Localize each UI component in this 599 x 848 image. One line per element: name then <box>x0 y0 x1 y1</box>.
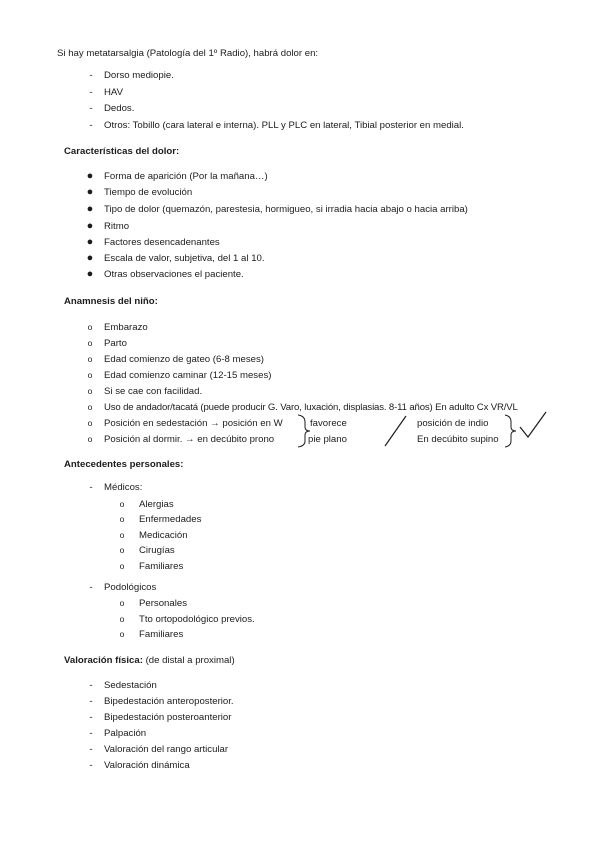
dash-marker: - <box>89 696 93 707</box>
medicos-item: Alergias <box>139 499 174 510</box>
annotation-posicion-indio: posición de indio <box>417 418 489 429</box>
dolor-item: Escala de valor, subjetiva, del 1 al 10. <box>104 253 265 264</box>
checkmark-icon <box>518 410 548 440</box>
bullet-marker: ● <box>86 203 94 215</box>
nino-item: Parto <box>104 338 127 349</box>
bullet-marker: ● <box>86 236 94 248</box>
nino-item: Edad comienzo caminar (12-15 meses) <box>104 370 272 381</box>
dash-marker: - <box>89 70 93 81</box>
circle-marker: o <box>119 561 125 571</box>
circle-marker: o <box>87 418 93 428</box>
podologicos-item: Personales <box>139 598 187 609</box>
dash-marker: - <box>89 120 93 131</box>
section-heading-antecedentes: Antecedentes personales: <box>64 459 184 470</box>
podologicos-item: Tto ortopodológico previos. <box>139 614 255 625</box>
dash-marker: - <box>89 680 93 691</box>
dash-marker: - <box>89 760 93 771</box>
nino-item: Uso de andador/tacatá (puede producir G. Varo, luxación, displasias. 8-11 años) En adulto Cx VR/VL <box>104 402 518 413</box>
valoracion-item: Bipedestación anteroposterior. <box>104 696 234 707</box>
section-heading-dolor: Características del dolor: <box>64 146 180 157</box>
nino-item: Edad comienzo de gateo (6-8 meses) <box>104 354 264 365</box>
dash-marker: - <box>89 582 93 593</box>
circle-marker: o <box>119 629 125 639</box>
section-heading-valoracion-row <box>64 653 235 669</box>
bullet-marker: ● <box>86 186 94 198</box>
circle-marker: o <box>119 530 125 540</box>
valoracion-item: Valoración del rango articular <box>104 744 229 755</box>
annotation-favorece: favorece <box>310 418 347 429</box>
circle-marker: o <box>87 338 93 348</box>
bullet-marker: ● <box>86 268 94 280</box>
circle-marker: o <box>87 370 93 380</box>
annotation-pie-plano: pie plano <box>308 434 347 445</box>
dolor-item: Tiempo de evolución <box>104 187 193 198</box>
dolor-item: Forma de aparición (Por la mañana…) <box>104 171 268 182</box>
dash-marker: - <box>89 103 93 114</box>
intro-item: HAV <box>104 87 124 98</box>
valoracion-heading-note: (de distal a proximal) <box>145 655 235 666</box>
circle-marker: o <box>119 499 125 509</box>
intro-item: Dorso mediopie. <box>104 70 174 81</box>
intro-text: Si hay metatarsalgia (Patología del 1º Radio), habrá dolor en: <box>57 48 319 59</box>
intro-item: Dedos. <box>104 103 135 114</box>
circle-marker: o <box>87 386 93 396</box>
bullet-marker: ● <box>86 220 94 232</box>
slash-mark-icon <box>382 414 410 448</box>
circle-marker: o <box>119 545 125 555</box>
dolor-item: Otras observaciones el paciente. <box>104 269 244 280</box>
nino-item: Posición al dormir. → en decúbito prono <box>104 434 275 445</box>
intro-item: Otros: Tobillo (cara lateral e interna). PLL y PLC en lateral, Tibial posterior en medial. <box>104 120 464 131</box>
bullet-marker: ● <box>86 252 94 264</box>
dash-marker: - <box>89 87 93 98</box>
dash-marker: - <box>89 712 93 723</box>
section-heading-nino: Anamnesis del niño: <box>64 296 158 307</box>
circle-marker: o <box>87 434 93 444</box>
medicos-item: Familiares <box>139 561 184 572</box>
nino-item: Embarazo <box>104 322 148 333</box>
valoracion-item: Valoración dinámica <box>104 760 190 771</box>
circle-marker: o <box>119 614 125 624</box>
section-heading-valoracion: Valoración física: <box>64 655 143 666</box>
valoracion-item: Palpación <box>104 728 147 739</box>
annotation-decubito-supino: En decúbito supino <box>417 434 499 445</box>
valoracion-item: Bipedestación posteroanterior <box>104 712 232 723</box>
bullet-marker: ● <box>86 170 94 182</box>
dolor-item: Ritmo <box>104 221 130 232</box>
medicos-label: Médicos: <box>104 482 143 493</box>
circle-marker: o <box>119 598 125 608</box>
dolor-item: Factores desencadenantes <box>104 237 220 248</box>
podologicos-item: Familiares <box>139 629 184 640</box>
circle-marker: o <box>119 514 125 524</box>
valoracion-item: Sedestación <box>104 680 157 691</box>
dolor-item: Tipo de dolor (quemazón, parestesia, hormigueo, si irradia hacia abajo o hacia arriba) <box>104 204 468 215</box>
nino-item: Posición en sedestación → posición en W <box>104 418 283 429</box>
dash-marker: - <box>89 482 93 493</box>
podologicos-label: Podológicos <box>104 582 157 593</box>
circle-marker: o <box>87 354 93 364</box>
dash-marker: - <box>89 728 93 739</box>
medicos-item: Cirugías <box>139 545 175 556</box>
circle-marker: o <box>87 322 93 332</box>
circle-marker: o <box>87 402 93 412</box>
medicos-item: Medicación <box>139 530 188 541</box>
nino-item: Si se cae con facilidad. <box>104 386 203 397</box>
medicos-item: Enfermedades <box>139 514 202 525</box>
dash-marker: - <box>89 744 93 755</box>
